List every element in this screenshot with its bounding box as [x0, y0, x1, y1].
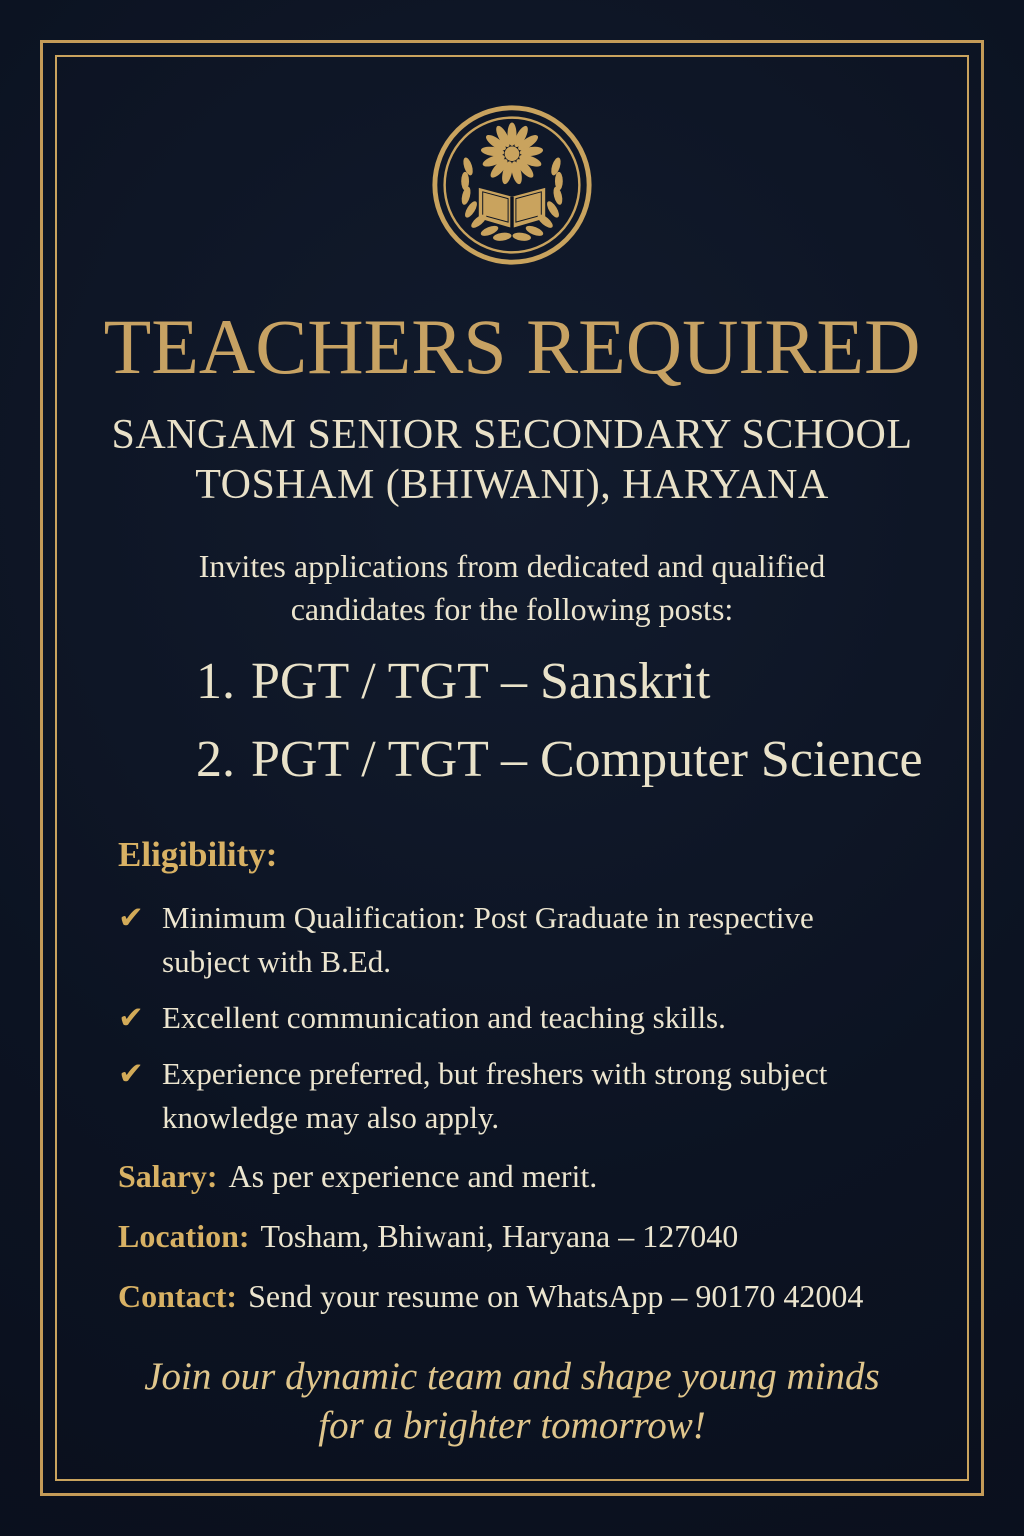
school-emblem-icon [429, 102, 595, 268]
eligibility-item-2 [118, 996, 924, 1040]
intro-line1: Invites applications from dedicated and qualified [198, 548, 826, 584]
details-section [118, 1158, 964, 1338]
contact-row [118, 1278, 964, 1314]
checkmark-icon: ✔ [118, 1000, 144, 1035]
eligibility-item-text: Experience preferred, but freshers with strong subject knowledge may also apply. [162, 1056, 828, 1135]
post-number: 1. [196, 653, 235, 710]
salary-row [118, 1158, 964, 1194]
footer-line1: Join our dynamic team and shape young minds [144, 1355, 880, 1398]
post-label: PGT / TGT – Sanskrit [251, 653, 711, 710]
post-number: 2. [196, 731, 235, 788]
contact-label: Contact: [118, 1278, 238, 1314]
salary-label: Salary: [118, 1158, 218, 1194]
eligibility-item-3 [118, 1052, 924, 1140]
intro-text [0, 545, 1024, 631]
footer-line2: for a brighter tomorrow! [318, 1404, 706, 1447]
footer-tagline [0, 1352, 1024, 1450]
eligibility-item-text: Minimum Qualification: Post Graduate in respective subject with B.Ed. [162, 900, 814, 979]
location-row [118, 1218, 964, 1254]
posts-list [196, 655, 964, 811]
post-item-1 [196, 655, 964, 709]
post-label: PGT / TGT – Computer Science [251, 731, 923, 788]
school-name-line2: TOSHAM (BHIWANI), HARYANA [195, 462, 829, 508]
eligibility-list [118, 896, 924, 1152]
post-item-2 [196, 733, 964, 787]
intro-line2: candidates for the following posts: [290, 591, 734, 627]
school-name-line1: SANGAM SENIOR SECONDARY SCHOOL [111, 412, 913, 458]
eligibility-heading: Eligibility: [118, 835, 278, 874]
salary-value: As per experience and merit. [228, 1158, 598, 1194]
open-book-icon [479, 188, 545, 228]
sunflower-icon [480, 123, 543, 186]
eligibility-item-text: Excellent communication and teaching skills. [162, 1000, 726, 1035]
checkmark-icon: ✔ [118, 1056, 144, 1091]
poster-title: TEACHERS REQUIRED [103, 303, 921, 390]
location-value: Tosham, Bhiwani, Haryana – 127040 [260, 1218, 739, 1254]
school-logo [0, 102, 1024, 268]
checkmark-icon: ✔ [118, 900, 144, 935]
school-name [0, 410, 1024, 510]
contact-value: Send your resume on WhatsApp – 90170 42004 [248, 1278, 864, 1314]
location-label: Location: [118, 1218, 250, 1254]
eligibility-item-1 [118, 896, 924, 984]
